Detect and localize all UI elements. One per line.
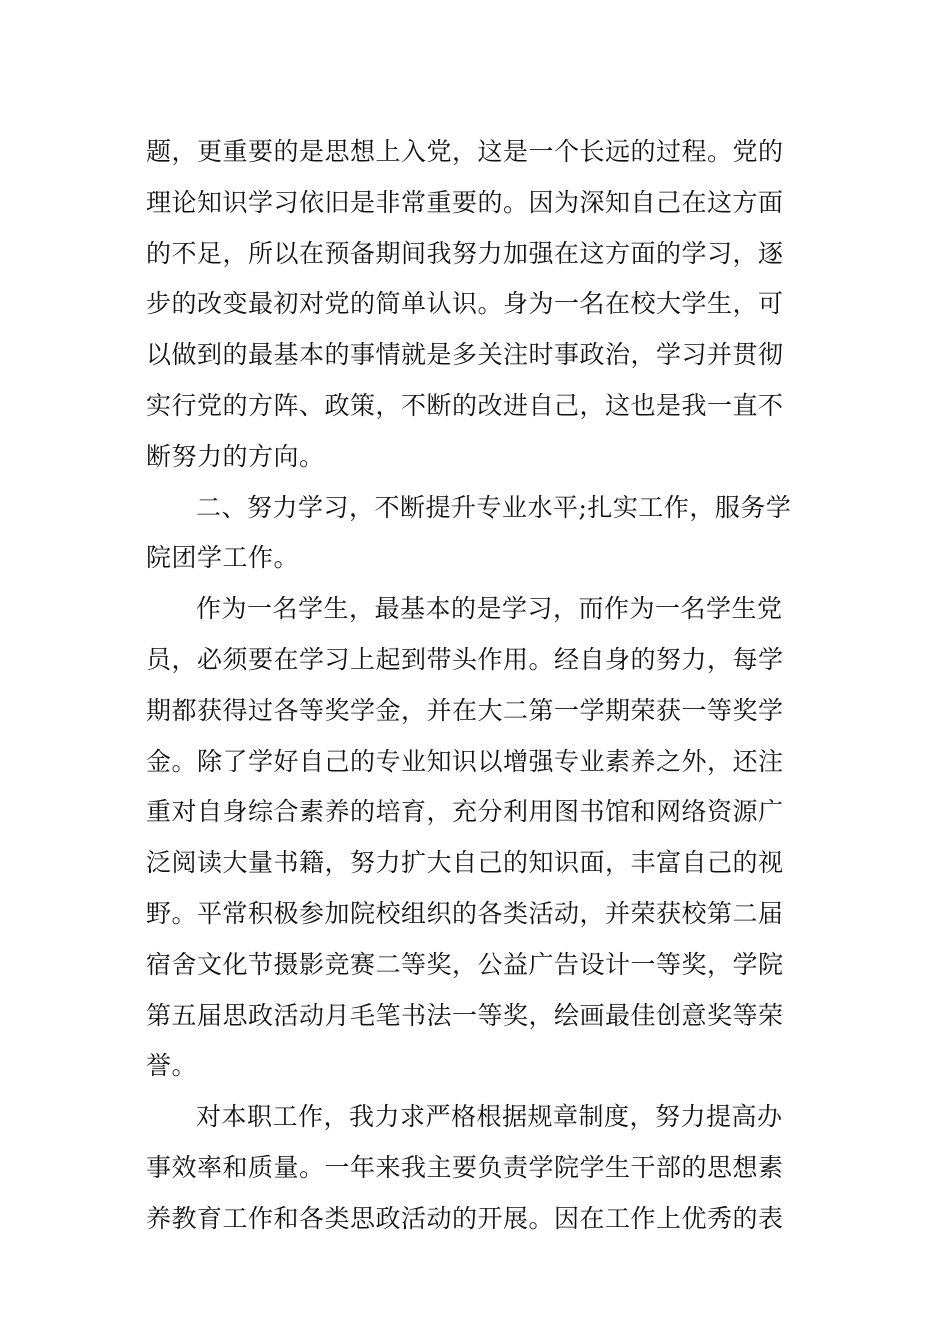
- text-line: 题，更重要的是思想上入党，这是一个长远的过程。党的: [146, 137, 784, 166]
- text-line: 野。平常积极参加院校组织的各类活动，并荣获校第二届: [146, 898, 784, 928]
- paragraph-start: 对本职工作，我力求严格根据规章制度，努力提高办: [196, 1102, 783, 1132]
- text-line: 宿舍文化节摄影竞赛二等奖，公益广告设计一等奖，学院: [146, 949, 784, 979]
- text-line: 期都获得过各等奖学金，并在大二第一学期荣获一等奖学: [146, 695, 784, 725]
- text-line: 重对自身综合素养的培育，充分利用图书馆和网络资源广: [146, 797, 784, 827]
- text-line: 员，必须要在学习上起到带头作用。经自身的努力，每学: [146, 644, 784, 674]
- section-heading: 二、努力学习，不断提升专业水平;扎实工作，服务学: [196, 492, 792, 522]
- text-line: 事效率和质量。一年来我主要负责学院学生干部的思想素: [146, 1152, 784, 1182]
- text-line: 金。除了学好自己的专业知识以增强专业素养之外，还注: [146, 746, 784, 776]
- paragraph-start: 作为一名学生，最基本的是学习，而作为一名学生党: [196, 594, 783, 624]
- text-line: 院团学工作。: [146, 543, 300, 573]
- text-line: 泛阅读大量书籍，努力扩大自己的知识面，丰富自己的视: [146, 848, 784, 878]
- text-line: 步的改变最初对党的简单认识。身为一名在校大学生，可: [146, 289, 784, 319]
- text-line: 誉。: [146, 1051, 198, 1081]
- text-line: 以做到的最基本的事情就是多关注时事政治，学习并贯彻: [146, 340, 784, 370]
- text-line: 第五届思政活动月毛笔书法一等奖，绘画最佳创意奖等荣: [146, 1000, 784, 1030]
- text-line: 断努力的方向。: [146, 441, 325, 471]
- text-line: 养教育工作和各类思政活动的开展。因在工作上优秀的表: [146, 1203, 784, 1233]
- text-line: 实行党的方阵、政策，不断的改进自己，这也是我一直不: [146, 390, 784, 420]
- text-line: 的不足，所以在预备期间我努力加强在这方面的学习，逐: [146, 238, 784, 268]
- text-line: 理论知识学习依旧是非常重要的。因为深知自己在这方面: [146, 187, 784, 217]
- body-text: [146, 127, 808, 1245]
